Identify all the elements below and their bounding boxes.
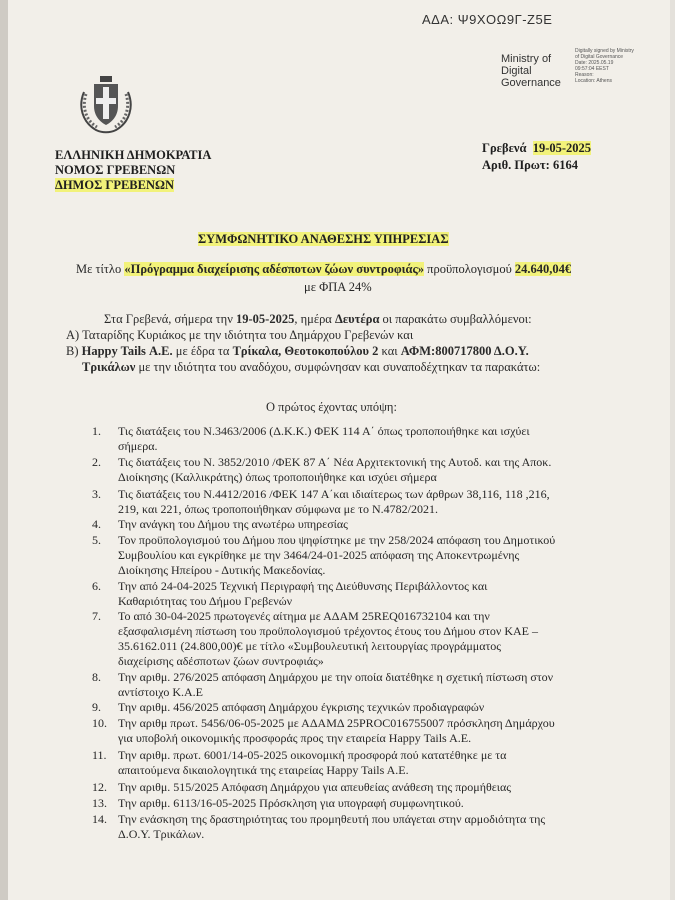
list-item-number: 5. <box>92 533 101 547</box>
ministry-label: Ministry of Digital Governance <box>501 53 561 89</box>
party-a: Α) Ταταρίδης Κυριάκος με την ιδιότητα του Δημάρχου Γρεβενών και <box>66 328 414 342</box>
coat-of-arms-emblem <box>74 70 138 136</box>
list-item-text <box>118 455 632 485</box>
list-item-number: 10. <box>92 716 107 730</box>
list-item-line: Την αριθμ. 515/2025 Απόφαση Δημάρχου για απευθείας ανάθεση της προμήθειας <box>118 780 512 794</box>
issuing-authority: ΕΛΛΗΝΙΚΗ ΔΗΜΟΚΡΑΤΙΑ ΝΟΜΟΣ ΓΡΕΒΕΝΩΝ ΔΗΜΟΣ ΓΡΕΒΕΝΩΝ <box>55 148 212 192</box>
digital-signature: Digitally signed by Ministry of Digital Governance Date: 2025.05.19 09:57:04 EEST Reason: Location: Athens <box>575 48 634 84</box>
list-item-text <box>118 670 632 700</box>
vat-note: με ΦΠΑ 24% <box>304 280 372 294</box>
list-item-number: 1. <box>92 424 101 438</box>
list-item-line: Τις διατάξεις του Ν. 3852/2010 /ΦΕΚ 87 Α΄ Νέα Αρχιτεκτονική της Αυτοδ. και της Αποκ. <box>118 455 552 469</box>
list-item-text <box>118 796 632 811</box>
list-item-text <box>118 533 632 578</box>
list-item-line: Την αριθμ. 456/2025 απόφαση Δημάρχου έγκρισης τεχνικών προδιαγραφών <box>118 700 485 714</box>
list-item-line: Τις διατάξεις του Ν.4412/2016 /ΦΕΚ 147 Α΄και ιδιαίτερως των άρθρων 38,116, 118 ,216, <box>118 487 550 501</box>
list-item-line: 35.6162.011 (24.800,00)€ με τίτλο «Συμβουλευτική λειτουργίας προγράμματος <box>118 639 502 653</box>
list-item-number: 11. <box>92 748 107 762</box>
list-item-line: Την αριθμ. πρωτ. 6001/14-05-2025 οικονομική προσφορά πού κατατέθηκε με τα <box>118 748 507 762</box>
list-item-line: Την αριθμ. 276/2025 απόφαση Δημάρχου με την οποία διατέθηκε η σχετική πίστωση στον <box>118 670 554 684</box>
list-item-line: διαχείρισης αδέσποτων ζώων συντροφιάς» <box>118 654 324 668</box>
subtitle: Με τίτλο «Πρόγραμμα διαχείρισης αδέσποτων ζώων συντροφιάς» προϋπολογισμού 24.640,04€ <box>76 262 572 276</box>
document-page <box>8 0 670 900</box>
list-item-line: Την αριθμ. 6113/16-05-2025 Πρόσκληση για υπογραφή συμφωνητικού. <box>118 796 464 810</box>
list-item-line: Την από 24-04-2025 Τεχνική Περιγραφή της Διεύθυνσης Περιβάλλοντος και <box>118 579 488 593</box>
list-item-line: αντίστοιχο Κ.Α.Ε <box>118 685 204 699</box>
list-item-number: 3. <box>92 487 101 501</box>
list-item-line: 219, και 221, όπως τροποποιήθηκαν σύμφωνα με το Ν.4782/2021. <box>118 502 438 516</box>
list-item-text <box>118 487 632 517</box>
page-edge-shadow <box>0 0 8 900</box>
list-item-number: 14. <box>92 812 107 826</box>
list-item-line: Την ανάγκη του Δήμου της ανωτέρω υπηρεσίας <box>118 517 348 531</box>
list-item-line: Την αριθμ πρωτ. 5456/06-05-2025 με ΑΔΑΜΔ 25PROC016755007 πρόσκληση Δημάρχου <box>118 716 555 730</box>
document-title: ΣΥΜΦΩΝΗΤΙΚΟ ΑΝΑΘΕΣΗΣ ΥΠΗΡΕΣΙΑΣ <box>198 232 449 246</box>
list-item-line: απαιτούμενα δικαιολογητικά της εταιρείας Happy Tails A.E. <box>118 763 409 777</box>
list-item-text <box>118 748 632 778</box>
list-item-line: Το από 30-04-2025 πρωτογενές αίτημα με ΑΔΑΜ 25REQ016732104 και την <box>118 609 490 623</box>
list-item-line: εξασφαλισμένη πίστωση του προϋπολογισμού τρέχοντος έτους του Δήμου στον ΚΑΕ – <box>118 624 538 638</box>
list-item-number: 13. <box>92 796 107 810</box>
list-item-number: 7. <box>92 609 101 623</box>
list-item-number: 2. <box>92 455 101 469</box>
list-item-number: 6. <box>92 579 101 593</box>
list-item-text <box>118 517 632 532</box>
list-item-number: 8. <box>92 670 101 684</box>
list-item-line: Τις διατάξεις του Ν.3463/2006 (Δ.Κ.Κ.) ΦΕΚ 114 Α΄ όπως τροποποιήθηκε και ισχύει <box>118 424 530 438</box>
party-b-continued: Τρικάλων με την ιδιότητα του αναδόχου, συμφώνησαν και συναποδέχτηκαν τα παρακάτω: <box>82 360 541 374</box>
list-item-text <box>118 716 632 746</box>
list-item-line: Διοίκησης (Καλλικράτης) όπως τροποποιήθηκε και ισχύει σήμερα <box>118 470 437 484</box>
considering-heading: Ο πρώτος έχοντας υπόψη: <box>266 400 397 414</box>
list-item-line: Καθαριότητας του Δήμου Γρεβενών <box>118 594 293 608</box>
ada-code: ΑΔΑ: Ψ9ΧΟΩ9Γ-Ζ5Ε <box>422 12 553 27</box>
list-item-text <box>118 424 632 454</box>
list-item-number: 12. <box>92 780 107 794</box>
list-item-line: Διοίκησης Ηπείρου - Δυτικής Μακεδονίας. <box>118 563 326 577</box>
date-block: Γρεβενά 19-05-2025 Αριθ. Πρωτ: 6164 <box>482 141 592 172</box>
list-item-line: Συμβουλίου και εγκρίθηκε με την 3464/24-01-2025 απόφαση της Αποκεντρωμένης <box>118 548 520 562</box>
list-item-text <box>118 812 632 842</box>
list-item-line: για υποβολή οικονομικής προσφοράς προς την εταιρεία Happy Tails A.E. <box>118 731 472 745</box>
list-item-text <box>118 700 632 715</box>
list-item-text <box>118 609 632 669</box>
list-item-text <box>118 579 632 609</box>
party-b: Β) Happy Tails Α.Ε. με έδρα τα Τρίκαλα, Θεοτοκοπούλου 2 και ΑΦΜ:800717800 Δ.Ο.Υ. <box>66 344 529 358</box>
list-item-line: Δ.Ο.Υ. Τρικάλων. <box>118 827 205 841</box>
list-item-number: 4. <box>92 517 101 531</box>
list-item-number: 9. <box>92 700 101 714</box>
list-item-text <box>118 780 632 795</box>
intro-line: Στα Γρεβενά, σήμερα την 19-05-2025, ημέρα Δευτέρα οι παρακάτω συμβαλλόμενοι: <box>104 312 532 326</box>
list-item-line: Τον προϋπολογισμού του Δήμου που ψηφίστηκε με την 258/2024 απόφαση του Δημοτικού <box>118 533 556 547</box>
list-item-line: Την ενάσκηση της δραστηριότητας του προμηθευτή που υπάγεται στην αρμοδιότητα της <box>118 812 546 826</box>
list-item-line: σήμερα. <box>118 439 158 453</box>
